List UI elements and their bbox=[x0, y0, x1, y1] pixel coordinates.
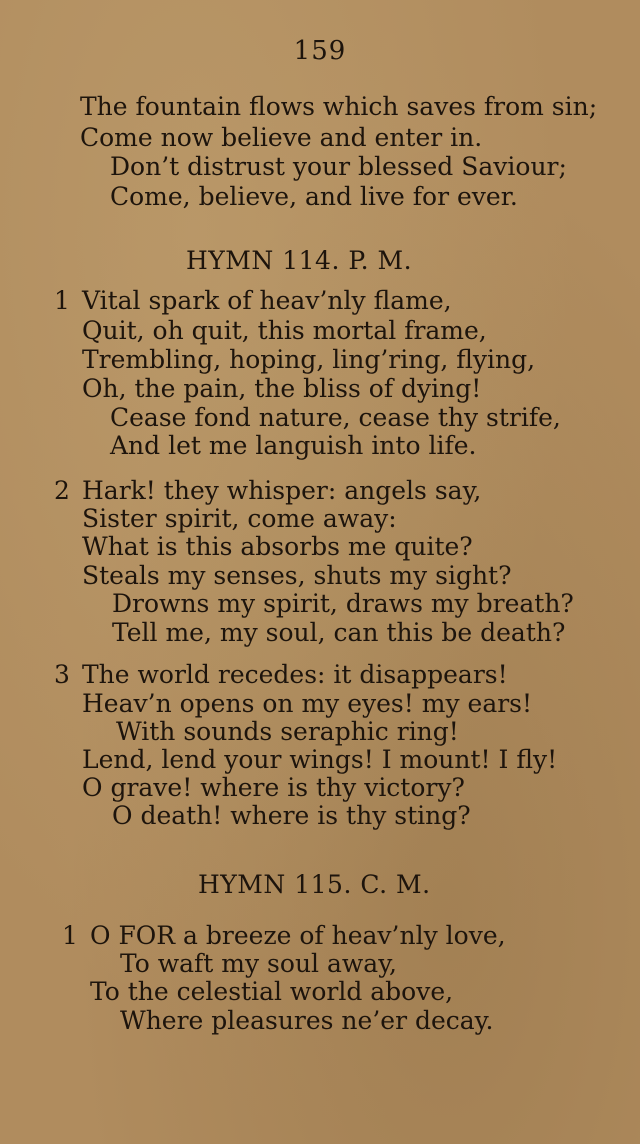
verse-line: Lend, lend your wings! I mount! I fly! bbox=[82, 745, 558, 774]
verse-number: 2 bbox=[54, 476, 70, 505]
verse-line: Steals my senses, shuts my sight? bbox=[82, 561, 512, 590]
verse-line: Hark! they whisper: angels say, bbox=[82, 476, 482, 505]
verse-line: Cease fond nature, cease thy strife, bbox=[110, 403, 561, 432]
verse-line: Tell me, my soul, can this be death? bbox=[112, 618, 566, 647]
verse-number: 1 bbox=[62, 921, 78, 950]
page-number: 159 bbox=[293, 36, 347, 66]
verse-line: Come now believe and enter in. bbox=[80, 123, 483, 152]
verse-line: Vital spark of heav’nly flame, bbox=[82, 286, 452, 315]
verse-line: The fountain flows which saves from sin; bbox=[80, 92, 598, 121]
verse-line: Heav’n opens on my eyes! my ears! bbox=[82, 689, 533, 718]
verse-line: Don’t distrust your blessed Saviour; bbox=[110, 152, 567, 181]
verse-line: Sister spirit, come away: bbox=[82, 504, 397, 533]
verse-line: Come, believe, and live for ever. bbox=[110, 182, 518, 211]
verse-line: What is this absorbs me quite? bbox=[82, 532, 473, 561]
verse-line: And let me languish into life. bbox=[110, 431, 477, 460]
verse-line: O death! where is thy sting? bbox=[112, 801, 471, 830]
verse-line: To waft my soul away, bbox=[120, 949, 397, 978]
verse-line: O grave! where is thy victory? bbox=[82, 773, 465, 802]
verse-number: 3 bbox=[54, 660, 70, 689]
verse-line: Trembling, hoping, ling’ring, flying, bbox=[82, 345, 536, 374]
hymn-heading: HYMN 114. P. M. bbox=[186, 246, 413, 275]
verse-line: With sounds seraphic ring! bbox=[116, 717, 459, 746]
hymn-heading: HYMN 115. C. M. bbox=[198, 870, 431, 899]
verse-line: The world recedes: it disappears! bbox=[82, 660, 508, 689]
verse-number: 1 bbox=[54, 286, 70, 315]
verse-line: O FOR a breeze of heav’nly love, bbox=[90, 921, 506, 950]
verse-line: Quit, oh quit, this mortal frame, bbox=[82, 316, 487, 345]
verse-line: Oh, the pain, the bliss of dying! bbox=[82, 374, 482, 403]
verse-line: Drowns my spirit, draws my breath? bbox=[112, 589, 574, 618]
verse-line: To the celestial world above, bbox=[90, 977, 454, 1006]
verse-line: Where pleasures ne’er decay. bbox=[120, 1006, 494, 1035]
